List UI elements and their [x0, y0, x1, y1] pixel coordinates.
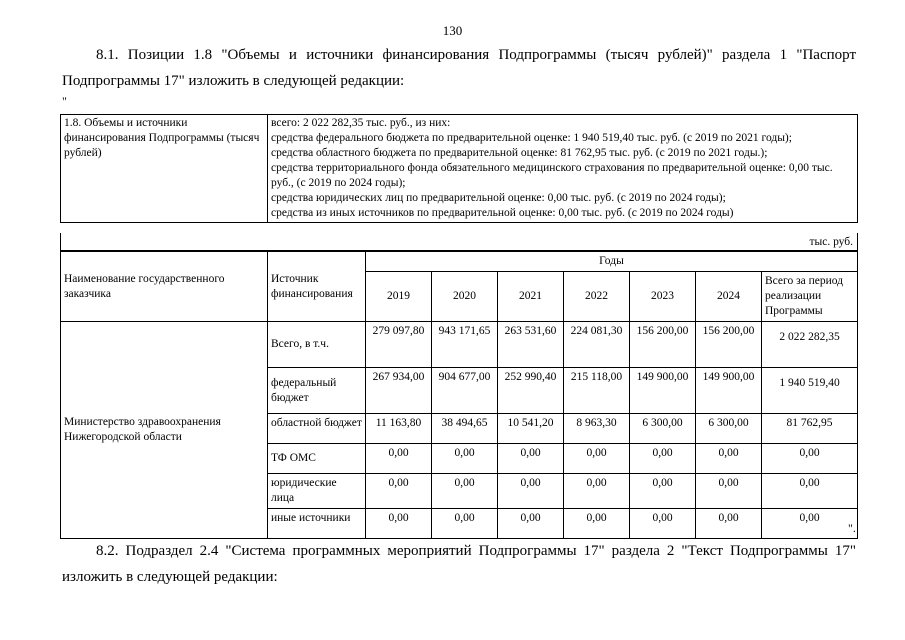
header-year: 2023 — [630, 272, 696, 322]
passport-line: всего: 2 022 282,35 тыс. руб., из них: — [271, 117, 451, 129]
value-cell: 149 900,00 — [630, 368, 696, 414]
value-cell: 0,00 — [366, 444, 432, 474]
source-cell: Всего, в т.ч. — [268, 322, 366, 368]
header-year: 2021 — [498, 272, 564, 322]
value-cell: 279 097,80 — [366, 322, 432, 368]
source-cell: ТФ ОМС — [268, 444, 366, 474]
value-cell: 0,00 — [696, 509, 762, 539]
value-cell: 0,00 — [432, 474, 498, 509]
source-cell: иные источники — [268, 509, 366, 539]
value-cell: 0,00 — [366, 474, 432, 509]
value-cell: 0,00 — [630, 509, 696, 539]
value-cell: 156 200,00 — [696, 322, 762, 368]
value-cell: 0,00 — [564, 509, 630, 539]
value-cell: 38 494,65 — [432, 414, 498, 444]
financing-table — [60, 251, 858, 539]
value-cell: 0,00 — [696, 474, 762, 509]
intro-paragraph — [62, 42, 856, 94]
passport-row — [61, 115, 858, 223]
open-quote: " — [62, 94, 67, 108]
header-total: Всего за период реализации Программы — [762, 272, 858, 322]
header-customer: Наименование государственного заказчика — [61, 252, 268, 322]
header-year: 2024 — [696, 272, 762, 322]
passport-line: средства территориального фонда обязательного медицинского страхования по предварительной оценке: 0,00 тыс. руб., (с 2019 по 2024 годы); — [271, 162, 833, 189]
total-cell: 0,00 — [762, 509, 858, 539]
source-cell: федеральный бюджет — [268, 368, 366, 414]
value-cell: 0,00 — [564, 444, 630, 474]
passport-table — [60, 114, 858, 223]
value-cell: 0,00 — [564, 474, 630, 509]
passport-line: средства областного бюджета по предварительной оценке: 81 762,95 тыс. руб. (с 2019 по 2021 годы.); — [271, 147, 768, 159]
header-year: 2019 — [366, 272, 432, 322]
header-year: 2022 — [564, 272, 630, 322]
source-cell: юридические лица — [268, 474, 366, 509]
passport-label-cell — [61, 115, 268, 223]
value-cell: 0,00 — [498, 509, 564, 539]
header-row-years — [61, 252, 858, 272]
total-cell: 0,00 — [762, 444, 858, 474]
value-cell: 0,00 — [432, 509, 498, 539]
value-cell: 11 163,80 — [366, 414, 432, 444]
passport-label: 1.8. Объемы и источники финансирования Подпрограммы (тысяч рублей) — [64, 117, 260, 159]
value-cell: 6 300,00 — [630, 414, 696, 444]
value-cell: 6 300,00 — [696, 414, 762, 444]
passport-line: средства юридических лиц по предварительной оценке: 0,00 тыс. руб. (с 2019 по 2024 годы); — [271, 192, 726, 204]
value-cell: 156 200,00 — [630, 322, 696, 368]
value-cell: 0,00 — [498, 444, 564, 474]
value-cell: 0,00 — [696, 444, 762, 474]
value-cell: 0,00 — [432, 444, 498, 474]
value-cell: 267 934,00 — [366, 368, 432, 414]
value-cell: 943 171,65 — [432, 322, 498, 368]
value-cell: 149 900,00 — [696, 368, 762, 414]
total-cell: 1 940 519,40 — [762, 368, 858, 414]
table-row — [61, 322, 858, 368]
value-cell: 215 118,00 — [564, 368, 630, 414]
source-cell: областной бюджет — [268, 414, 366, 444]
value-cell: 0,00 — [630, 474, 696, 509]
total-cell: 2 022 282,35 — [762, 322, 858, 368]
value-cell: 0,00 — [498, 474, 564, 509]
value-cell: 252 990,40 — [498, 368, 564, 414]
customer-cell: Министерство здравоохранения Нижегородской области — [61, 322, 268, 539]
value-cell: 224 081,30 — [564, 322, 630, 368]
value-cell: 0,00 — [630, 444, 696, 474]
value-cell: 904 677,00 — [432, 368, 498, 414]
total-cell: 0,00 — [762, 474, 858, 509]
passport-content-cell — [268, 115, 858, 223]
total-cell: 81 762,95 — [762, 414, 858, 444]
header-year: 2020 — [432, 272, 498, 322]
outro-paragraph — [62, 538, 856, 590]
value-cell: 8 963,30 — [564, 414, 630, 444]
units-label: тыс. руб. — [60, 233, 858, 251]
header-years-group: Годы — [366, 252, 858, 272]
outro-paragraph-text: 8.2. Подраздел 2.4 "Система программных мероприятий Подпрограммы 17" раздела 2 "Текст Подпрограммы 17" изложить в следующей редакции: — [62, 543, 856, 585]
value-cell: 10 541,20 — [498, 414, 564, 444]
passport-line: средства из иных источников по предварительной оценке: 0,00 тыс. руб. (с 2019 по 2024 годы) — [271, 207, 734, 219]
value-cell: 263 531,60 — [498, 322, 564, 368]
intro-paragraph-text: 8.1. Позиции 1.8 "Объемы и источники финансирования Подпрограммы (тысяч рублей)" раздела 1 "Паспорт Подпрограммы 17" изложить в следующей редакции: — [62, 47, 856, 89]
passport-line: средства федерального бюджета по предварительной оценке: 1 940 519,40 тыс. руб. (с 2019 по 2021 годы); — [271, 132, 792, 144]
value-cell: 0,00 — [366, 509, 432, 539]
close-quote: ". — [848, 521, 856, 535]
header-source: Источник финансирования — [268, 252, 366, 322]
page-number: 130 — [442, 23, 463, 38]
